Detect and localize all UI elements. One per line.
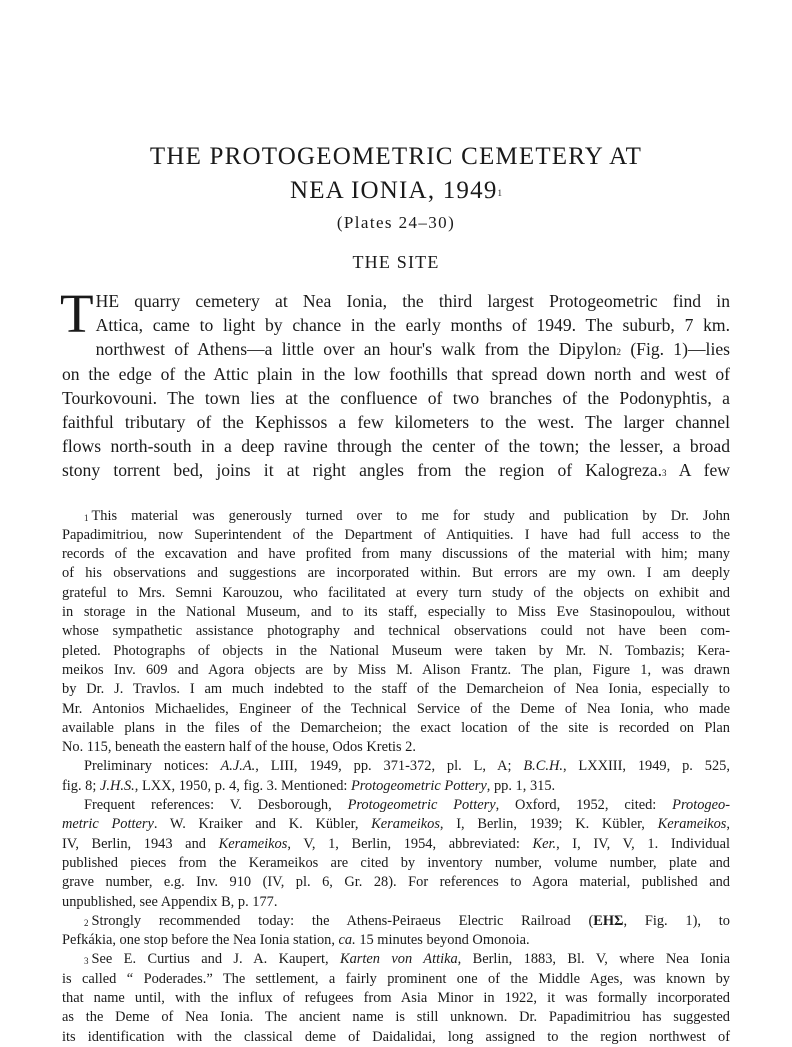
body-line: faithful tributary of the Kephissos a few kilometers to the west. The larger channel — [62, 411, 730, 432]
footnote-line: No. 115, beneath the eastern half of the house, Odos Kretis 2. — [62, 739, 416, 756]
footnote-line: IV, Berlin, 1943 and Kerameikos, V, 1, Berlin, 1954, abbreviated: Ker., I, IV, V, 1. Individual — [62, 835, 730, 852]
footnote-line: Preliminary notices: A.J.A., LIII, 1949, pp. 371-372, pl. L, A; B.C.H., LXXIII, 1949, p. 525, — [84, 758, 730, 775]
body-line: flows north-south in a deep ravine through the center of the town; the lesser, a broad — [62, 436, 730, 457]
footnote-line: Mr. Antonios Michaelides, Engineer of the Technical Service of the Deme of Nea Ionia, who made — [62, 700, 730, 717]
footnote-line: its identification with the classical deme of Daidalidai, long assigned to the region northwest of — [62, 1028, 730, 1045]
footnote-line: in storage in the National Museum, and to its staff, especially to Miss Eve Stasinopoulou, without — [62, 604, 730, 621]
footnote-line: meikos Inv. 609 and Agora objects are by Miss M. Alison Frantz. The plan, Figure 1, was drawn — [62, 661, 730, 678]
footnote-line: fig. 8; J.H.S., LXX, 1950, p. 4, fig. 3. Mentioned: Protogeometric Pottery, pp. 1, 315. — [62, 777, 556, 794]
body-line: Tourkovouni. The town lies at the confluence of two branches of the Podonyphtis, a — [62, 387, 730, 408]
body-line: stony torrent bed, joins it at right angles from the region of Kalogreza.$^3$ A few — [62, 460, 730, 481]
body-line: northwest of Athens—a little over an hour's walk from the Dipylon$^2$ (Fig. 1)—lies — [95, 339, 730, 360]
footnote-ref-2[interactable]: 2 — [616, 347, 622, 358]
preliminary-notices — [62, 757, 730, 796]
footnote-line: Frequent references: V. Desborough, Protogeometric Pottery, Oxford, 1952, cited: Protogeo- — [84, 797, 730, 814]
section-heading: THE SITE — [352, 252, 440, 272]
footnote-line: grateful to Mrs. Semni Karouzou, who facilitated at every turn study of the objects on exhibit and — [62, 584, 730, 601]
footnote-line: records of the excavation and have profited from many discussions of the material with him; many — [62, 546, 730, 563]
body-line: HE quarry cemetery at Nea Ionia, the third largest Protogeometric find in — [95, 290, 730, 311]
body-line: Attica, came to light by chance in the early months of 1949. The suburb, 7 km. — [95, 315, 730, 336]
drop-cap: T — [60, 282, 94, 344]
footnote-line: that name until, with the influx of refugees from Asia Minor in 1922, it was formally incorporated — [62, 989, 730, 1006]
footnote-2 — [62, 912, 730, 951]
title-line-1: THE PROTOGEOMETRIC CEMETERY AT — [149, 143, 643, 170]
footnote-line: metric Pottery. W. Kraiker and K. Kübler, Kerameikos, I, Berlin, 1939; K. Kübler, Kerameikos, — [62, 816, 730, 833]
footnote-3 — [62, 950, 730, 1046]
page — [62, 140, 730, 1047]
footnote-1 — [62, 507, 730, 758]
body-line: on the edge of the Attic plain in the low foothills that spread down north and west of — [62, 363, 730, 384]
footnote-line: published pieces from the Kerameikos are cited by inventory number, volume number, plate and — [62, 854, 730, 871]
footnote-line: available plans in the files of the Demarcheion; the exact location of the site is recorded on Plan — [62, 719, 730, 736]
footnotes — [62, 507, 730, 1047]
footnote-line: whose sympathetic assistance photography and technical observations could not have been com- — [62, 623, 730, 640]
footnote-line: unpublished, see Appendix B, p. 177. — [62, 893, 278, 910]
footnote-line: of his observations and suggestions are incorporated within. But errors are my own. I am deeply — [62, 565, 730, 582]
footnote-line: Papadimitriou, now Superintendent of the Department of Antiquities. I have had full access to the — [62, 526, 730, 543]
title-footnote-ref[interactable]: 1 — [497, 188, 503, 198]
title-line-2: NEA IONIA, 1949 — [289, 177, 498, 204]
footnote-line: $^3$ See E. Curtius and J. A. Kaupert, Karten von Attika, Berlin, 1883, Bl. V, where Nea Ionia — [84, 951, 730, 968]
footnote-line: Pefkákia, one stop before the Nea Ionia station, ca. 15 minutes beyond Omonoia. — [62, 932, 530, 949]
footnote-line: grave number, e.g. Inv. 910 (IV, pl. 6, Gr. 28). For references to Agora material, published and — [62, 874, 730, 891]
article-title — [62, 140, 730, 208]
frequent-references — [62, 796, 730, 912]
footnote-line: pleted. Photographs of objects in the National Museum were taken by Mr. N. Tombazis; Kera- — [62, 642, 730, 659]
footnote-line: $^2$ Strongly recommended today: the Athens-Peiraeus Electric Railroad (ΕΗΣ, Fig. 1), to — [84, 912, 731, 929]
plates-reference: (Plates 24–30) — [336, 213, 456, 232]
footnote-line: as the Deme of Nea Ionia. The ancient name is still unknown. Dr. Papadimitriou has suggested — [62, 1009, 730, 1026]
footnote-line: by Dr. J. Travlos. I am much indebted to the staff of the Demarcheion of Nea Ionia, especially to — [62, 681, 730, 698]
footnote-ref-3[interactable]: 3 — [661, 468, 667, 479]
body-paragraph — [60, 282, 730, 483]
footnote-line: $^1$ This material was generously turned over to me for study and publication by Dr. John — [84, 507, 730, 524]
footnote-line: is called “ Poderades.” The settlement, a fairly prominent one of the Middle Ages, was known by — [62, 970, 730, 987]
